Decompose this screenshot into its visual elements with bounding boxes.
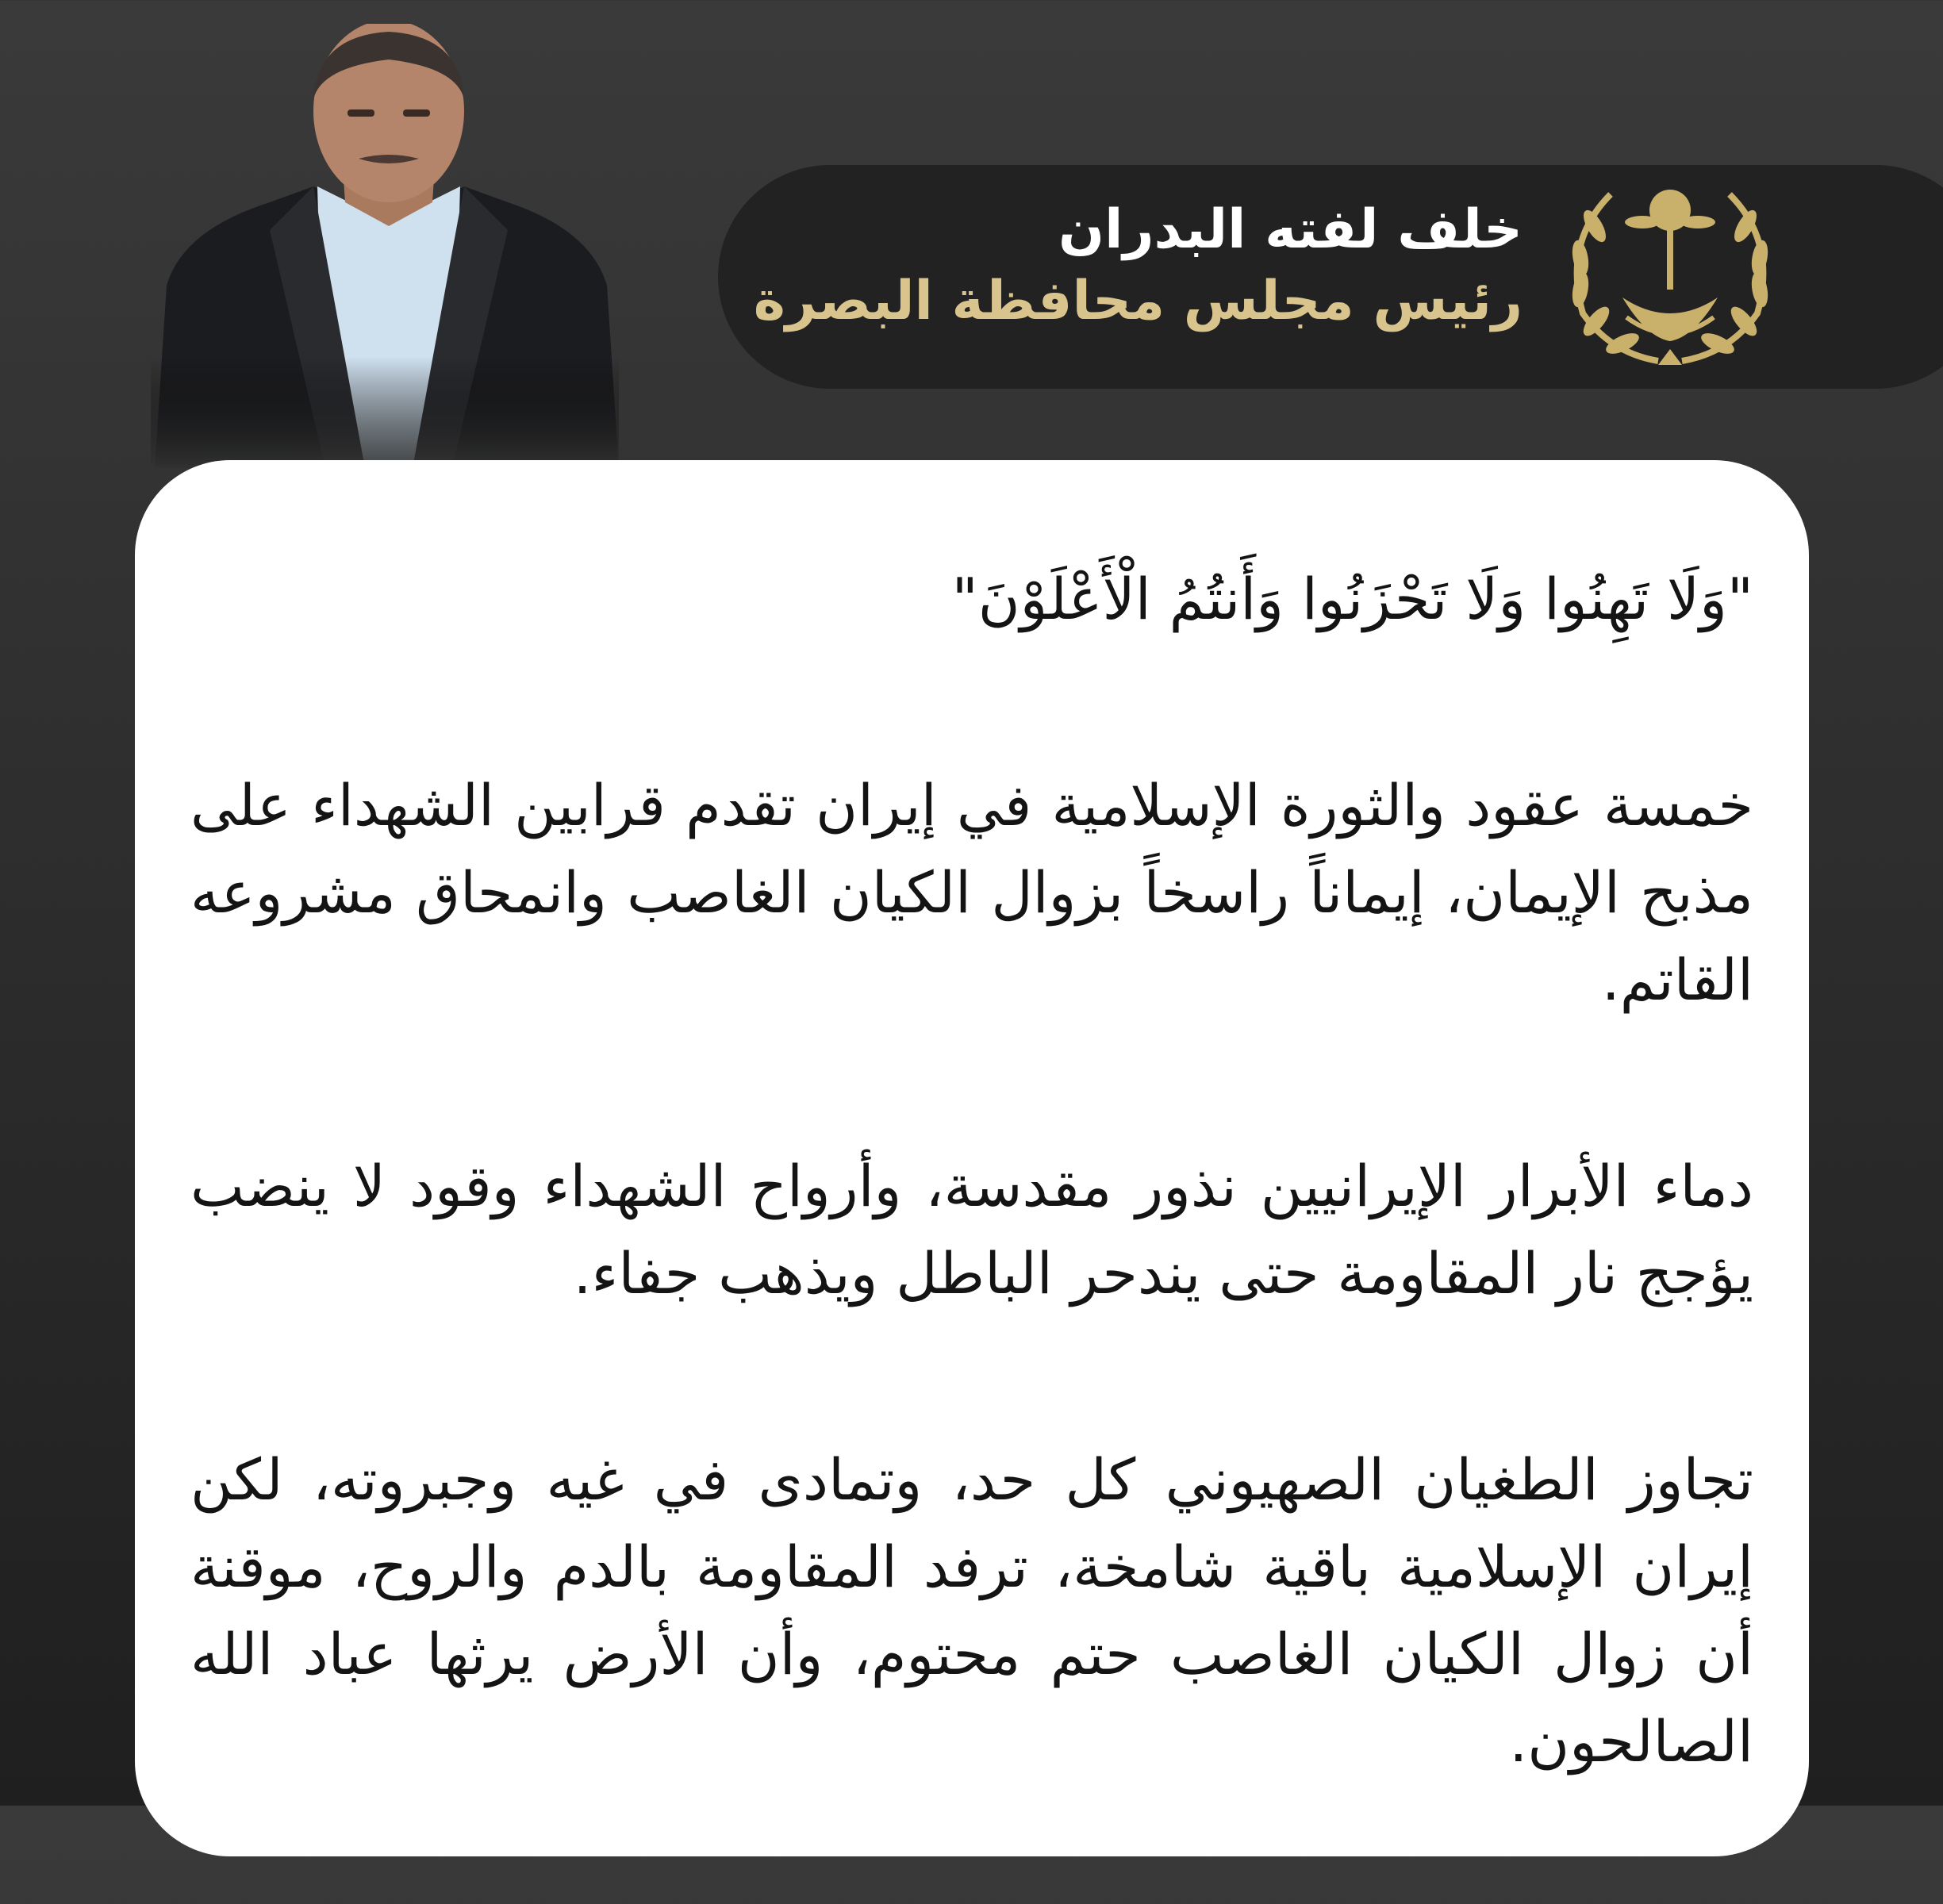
quran-verse: "وَلَا تَهِنُوا وَلَا تَحْزَنُوا وَأَنتُمُ الْأَعْلَوْنَ": [951, 566, 1753, 632]
person-title: رئيس مجلس محافظة البصرة: [753, 270, 1523, 332]
gold-laurel-emblem-icon: [1547, 178, 1793, 377]
header-text: [754, 198, 1523, 341]
statement-body: [190, 555, 1753, 1904]
portrait-photo: [151, 24, 619, 468]
paragraph: خمسة عقود والثورة الإسلامية في إيران تقدم قرابين الشهداء على مذبح الإيمان، إيماناً راسخاً بزوال الكيان الغاصب وانمحاق مشروعه القاتم.: [190, 772, 1753, 1013]
paragraph: دماء الأبرار الإيرانيين نذور مقدسة، وأرواح الشهداء وقود لا ينضب يؤجج نار المقاومة حتى يندحر الباطل ويذهب جفاء.: [190, 1153, 1753, 1307]
person-name: خلف لفته البدران: [1058, 198, 1523, 261]
paragraph: تجاوز الطغيان الصهيوني كل حد، وتمادى في غيه وجبروته، لكن إيران الإسلامية باقية شامخة، ترفد المقاومة بالدم والروح، موقنة أن زوال الكيان الغاصب حتم محتوم، وأن الأرض يرثها عباد الله الصالحون.: [190, 1446, 1753, 1775]
